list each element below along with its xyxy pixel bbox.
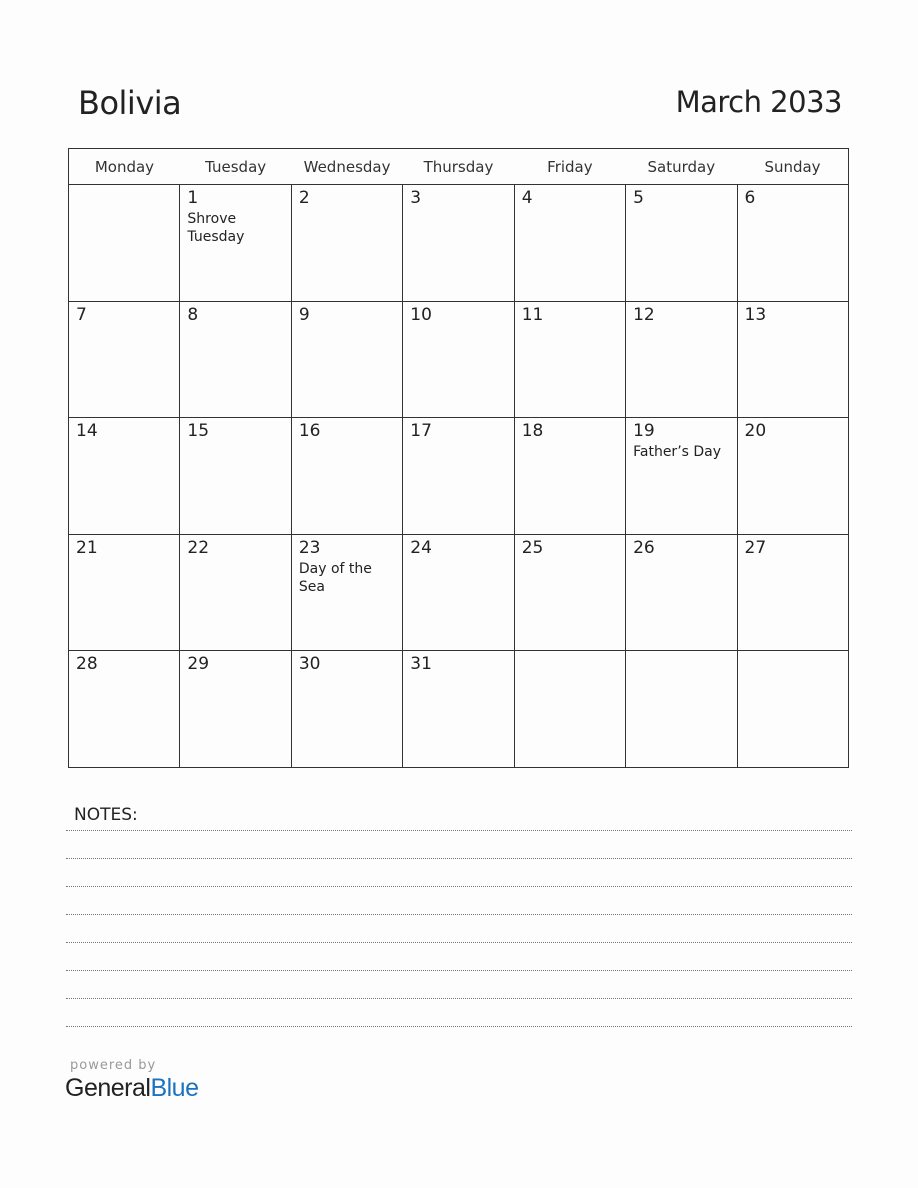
day-number: 30 [298,654,321,675]
day-cell-29 [180,651,291,768]
day-number: 21 [76,537,98,558]
weekday-tuesday: Tuesday [180,149,291,185]
country-title: Bolivia [78,84,182,122]
weekday-wednesday: Wednesday [291,149,402,185]
day-number: 7 [76,304,87,325]
day-number: 26 [633,537,655,558]
note-line [66,970,852,971]
day-number: 10 [410,304,432,325]
day-cell-26 [626,534,737,651]
note-line [66,942,852,943]
note-line [66,914,852,915]
day-number: 20 [744,421,767,442]
day-number: 27 [744,537,767,558]
holiday-label: Father’s Day [633,444,722,461]
day-cell-8 [180,301,291,418]
day-cell-24 [403,534,514,651]
week-row [69,185,849,302]
day-number: 3 [410,188,422,208]
day-number: 28 [76,654,98,675]
day-number: 18 [521,421,544,442]
week-row [69,534,849,651]
day-number: 8 [187,304,199,325]
weekday-monday: Monday [69,149,180,185]
day-cell-23 [291,534,402,651]
day-cell-25 [514,534,625,651]
holiday-label: Day of the Sea [298,560,372,595]
note-line [66,886,852,887]
week-row [69,651,849,768]
day-cell-12 [626,301,737,418]
day-cell-2 [291,185,402,302]
note-line [66,858,852,859]
day-cell-6 [737,185,848,302]
weekday-header [69,149,849,185]
empty-cell [514,651,625,768]
day-number: 31 [410,654,432,675]
day-cell-7 [69,301,180,418]
day-cell-18 [514,418,625,535]
day-number: 24 [410,537,432,558]
month-title: March 2033 [675,85,842,119]
day-cell-15 [180,418,291,535]
day-cell-31 [403,651,514,768]
holiday-label: Shrove Tuesday [187,211,245,245]
calendar-grid [68,148,849,768]
day-cell-30 [291,651,402,768]
day-cell-4 [514,185,625,302]
week-row [69,418,849,535]
generalblue-logo [65,1074,199,1103]
day-number: 23 [298,537,321,558]
day-number: 11 [521,304,544,325]
empty-cell [626,651,737,768]
day-number: 25 [521,537,544,558]
logo-blue: Blue [150,1074,199,1102]
day-number: 14 [76,421,98,442]
day-number: 19 [633,421,655,442]
day-number: 6 [744,188,756,208]
day-number: 16 [298,421,321,442]
weekday-thursday: Thursday [403,149,514,185]
day-number: 4 [521,188,533,208]
note-line [66,830,852,831]
day-cell-17 [403,418,514,535]
day-cell-11 [514,301,625,418]
day-cell-9 [291,301,402,418]
day-cell-10 [403,301,514,418]
note-line [66,998,852,999]
empty-cell [69,185,180,302]
day-cell-3 [403,185,514,302]
notes-label: NOTES: [74,805,138,825]
day-number: 22 [187,537,210,558]
day-number: 2 [298,188,310,208]
week-row [69,301,849,418]
day-cell-20 [737,418,848,535]
day-number: 1 [187,188,199,208]
day-cell-22 [180,534,291,651]
day-cell-21 [69,534,180,651]
day-number: 5 [633,188,644,208]
weekday-sunday: Sunday [737,149,848,185]
day-cell-13 [737,301,848,418]
day-cell-19 [626,418,737,535]
day-number: 17 [410,421,432,442]
note-line [66,1026,852,1027]
day-number: 15 [187,421,210,442]
empty-cell [737,651,848,768]
day-number: 13 [744,304,767,325]
day-cell-16 [291,418,402,535]
day-cell-27 [737,534,848,651]
weekday-friday: Friday [514,149,625,185]
logo-general: General [65,1074,151,1102]
day-number: 12 [633,304,655,325]
day-cell-1 [180,185,291,302]
day-cell-14 [69,418,180,535]
powered-by-text: powered by [70,1058,157,1073]
weekday-saturday: Saturday [626,149,737,185]
day-number: 9 [298,304,310,325]
day-cell-28 [69,651,180,768]
day-cell-5 [626,185,737,302]
day-number: 29 [187,654,210,675]
